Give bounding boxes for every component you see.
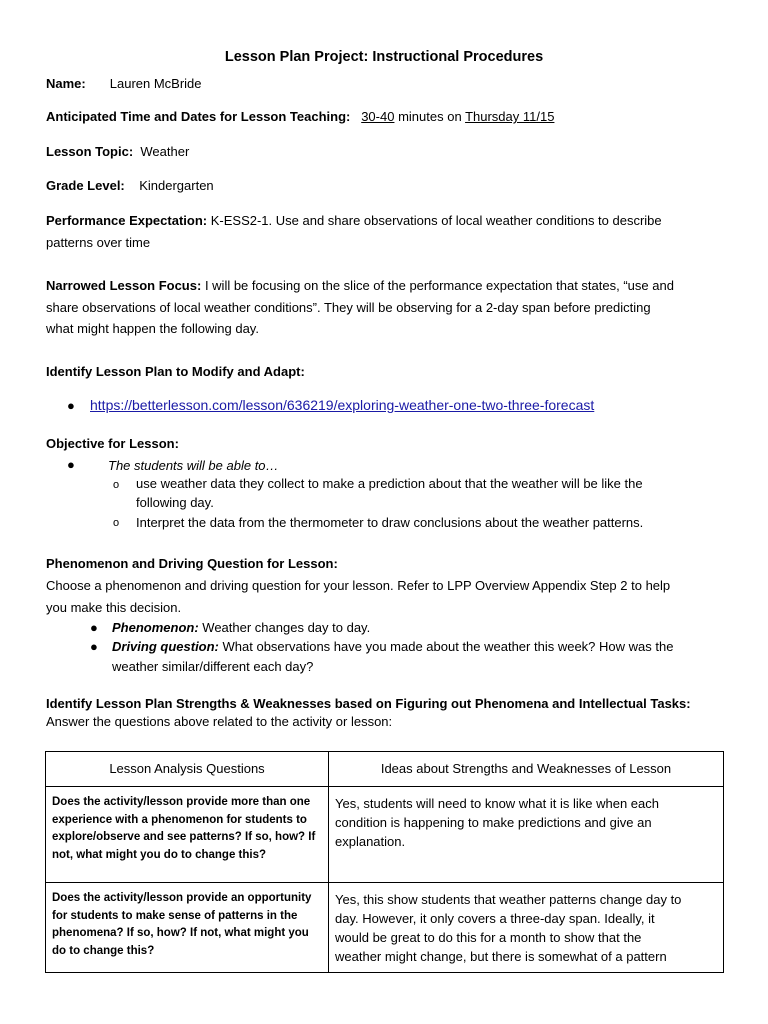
question-line: for students to make sense of patterns in the: [52, 909, 298, 922]
objective-item1-line2: following day.: [136, 495, 214, 510]
question-line: Does the activity/lesson provide more than one: [52, 796, 311, 808]
focus-line1: I will be focusing on the slice of the performance expectation that states, “use and: [204, 278, 674, 293]
name-value: Lauren McBride: [109, 76, 202, 91]
objective-item-1: [136, 474, 736, 512]
name-line: [46, 76, 202, 91]
bullet-dot-icon: ●: [90, 639, 98, 654]
strengths-instruction: Answer the questions above related to the activity or lesson:: [46, 714, 393, 729]
objective-heading-text: Objective for Lesson:: [46, 436, 179, 451]
driving-question: [112, 637, 732, 677]
bullet-dot-icon: ●: [90, 620, 98, 635]
answer-line: condition is happening to make predictions and give an: [335, 815, 652, 830]
strengths-heading-text: Identify Lesson Plan Strengths & Weaknesses based on Figuring out Phenomena and Intellectual Tasks:: [46, 696, 691, 711]
performance-label: Performance Expectation:: [46, 213, 208, 228]
table-question-cell: [46, 787, 329, 883]
table-header-ideas: Ideas about Strengths and Weaknesses of Lesson: [329, 752, 724, 787]
table-question-cell: [46, 883, 329, 973]
table-answer-cell: [329, 787, 724, 883]
time-date: Thursday 11/15: [465, 109, 555, 124]
phenomenon-value: Weather changes day to day.: [202, 620, 371, 635]
table-answer-cell: [329, 883, 724, 973]
phenomenon-instr-line2: you make this decision.: [46, 599, 182, 615]
performance-expectation: [46, 210, 726, 253]
bullet-dot-icon: ●: [67, 398, 75, 413]
driving-question-line1: What observations have you made about the weather this week? How was the: [222, 639, 674, 654]
page-title: Lesson Plan Project: Instructional Procedures: [224, 49, 544, 65]
time-line: [46, 109, 554, 124]
driving-question-label: Driving question:: [112, 639, 219, 654]
answer-line: Yes, this show students that weather patterns change day to: [335, 892, 682, 907]
topic-line: [46, 144, 189, 159]
focus-line3: what might happen the following day.: [46, 321, 259, 336]
lesson-analysis-table: [45, 751, 724, 973]
time-label: Anticipated Time and Dates for Lesson Teaching:: [46, 109, 351, 124]
answer-line: explanation.: [335, 834, 406, 849]
objective-item-2: Interpret the data from the thermometer to draw conclusions about the weather patterns.: [136, 515, 644, 530]
answer-line: would be great to do this for a month to show that the: [335, 930, 642, 945]
topic-value: Weather: [140, 144, 190, 159]
phenomenon-item: [112, 620, 370, 635]
question-line: explore/observe and see patterns? If so, how? If: [52, 831, 316, 843]
question-line: not, what might you do to change this?: [52, 848, 267, 861]
topic-label: Lesson Topic:: [46, 144, 134, 159]
question-line: experience with a phenomenon for students to: [52, 813, 307, 826]
time-mid: minutes on: [398, 109, 462, 124]
answer-line: Yes, students will need to know what it is like when each: [335, 796, 659, 811]
grade-value: Kindergarten: [139, 178, 214, 193]
bullet-dot-icon: ●: [67, 457, 75, 472]
performance-line1: K-ESS2-1. Use and share observations of local weather conditions to describe: [210, 213, 662, 228]
narrowed-focus: [46, 275, 726, 340]
driving-question-line2: weather similar/different each day?: [112, 659, 314, 674]
phenomenon-heading-text: Phenomenon and Driving Question for Lesson:: [46, 556, 338, 571]
identify-heading: [46, 364, 305, 379]
objective-intro: The students will be able to…: [108, 458, 279, 473]
time-minutes: 30-40: [361, 109, 395, 124]
answer-line: weather might change, but there is somewhat of a pattern: [335, 949, 667, 964]
performance-line2: patterns over time: [46, 234, 151, 250]
circle-bullet-icon: o: [113, 479, 120, 491]
question-line: do to change this?: [52, 944, 155, 957]
focus-line2: share observations of local weather conditions”. They will be observing for a 2-day span before predicting: [46, 299, 651, 315]
phenomenon-instruction: [46, 575, 726, 618]
identify-heading-text: Identify Lesson Plan to Modify and Adapt:: [46, 364, 305, 379]
phenomenon-instr-line1: Choose a phenomenon and driving question for your lesson. Refer to LPP Overview Appendix Step 2 to help: [46, 578, 671, 593]
phenomenon-label: Phenomenon:: [112, 620, 199, 635]
phenomenon-heading: [46, 556, 338, 571]
table-row: [46, 787, 724, 883]
objective-item1-line1: use weather data they collect to make a prediction about that the weather will be like the: [136, 476, 643, 491]
question-line: Does the activity/lesson provide an opportunity: [52, 892, 312, 904]
grade-label: Grade Level:: [46, 178, 125, 193]
name-label: Name:: [46, 76, 86, 91]
table-header-questions: Lesson Analysis Questions: [46, 752, 329, 787]
table-row: [46, 883, 724, 973]
table-header-row: [46, 752, 724, 787]
focus-label: Narrowed Lesson Focus:: [46, 278, 202, 293]
grade-line: [46, 178, 214, 193]
answer-line: day. However, it only covers a three-day span. Ideally, it: [335, 911, 655, 926]
strengths-heading: [46, 696, 691, 711]
question-line: phenomena? If so, how? If not, what might you: [52, 927, 309, 939]
lesson-link[interactable]: https://betterlesson.com/lesson/636219/exploring-weather-one-two-three-forecast: [90, 397, 595, 413]
objective-heading: [46, 436, 179, 451]
circle-bullet-icon: o: [113, 517, 120, 529]
